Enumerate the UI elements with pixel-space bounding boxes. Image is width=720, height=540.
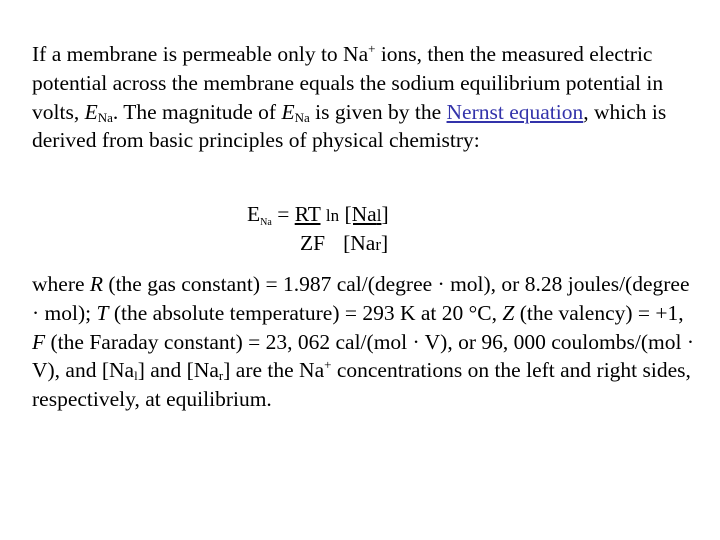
eq-e: E xyxy=(247,202,261,226)
text: , which is derived from basic principles of physical chemistry: xyxy=(32,99,667,153)
superscript-plus: + xyxy=(324,357,332,373)
eq-den-open: [Na xyxy=(343,231,376,255)
eq-num-open: [Na xyxy=(344,202,377,226)
symbol-z: Z xyxy=(502,300,515,325)
text: (the valency) = +1, xyxy=(514,300,684,325)
subscript-r: r xyxy=(218,368,224,384)
symbol-f: F xyxy=(32,329,46,354)
equation-denominator-line xyxy=(300,230,388,258)
subscript-na: Na xyxy=(294,109,310,125)
text: concentrations on the left and right sides, respectively, at equilibrium. xyxy=(32,358,691,412)
eq-e-subscript: Na xyxy=(260,217,272,228)
text: where xyxy=(32,272,90,296)
symbol-e: E xyxy=(84,99,98,124)
eq-num-sub: l xyxy=(376,206,382,225)
text: ] are the Na xyxy=(223,358,325,383)
text: ] and [Na xyxy=(137,358,219,383)
subscript-l: l xyxy=(134,368,138,384)
subscript-na: Na xyxy=(97,109,113,125)
text: ions, then the measured electric potential across the membrane equals the sodium equilibrium potential in volts, xyxy=(32,42,664,124)
text: . The magnitude of xyxy=(112,99,282,124)
eq-numerator xyxy=(344,202,381,226)
eq-ln: ln xyxy=(325,206,340,225)
eq-rt: RT xyxy=(294,202,321,226)
text: (the absolute temperature) = 293 K at 20 °C, xyxy=(108,300,503,325)
text: If a membrane is permeable only to Na xyxy=(32,42,369,66)
definitions-paragraph xyxy=(32,270,696,414)
eq-num-close: ] xyxy=(381,202,389,226)
text: is given by the xyxy=(309,99,447,124)
eq-den-close: ] xyxy=(381,231,389,255)
nernst-equation-link[interactable]: Nernst equation xyxy=(446,99,584,124)
symbol-e: E xyxy=(281,99,295,124)
superscript-plus: + xyxy=(368,41,376,56)
text: (the Faraday constant) = 23, 062 cal/(mol · V), or 96, 000 coulombs/(mol · V), and [Na xyxy=(32,329,694,383)
text: (the gas constant) = 1.987 cal/(degree · mol), or 8.28 joules/(degree · mol); xyxy=(32,272,690,325)
eq-den-sub: r xyxy=(375,235,381,254)
symbol-t: T xyxy=(96,300,109,325)
eq-zf: ZF xyxy=(300,231,326,255)
intro-paragraph xyxy=(32,40,696,155)
eq-equals: = xyxy=(271,202,295,226)
symbol-r: R xyxy=(89,272,104,296)
